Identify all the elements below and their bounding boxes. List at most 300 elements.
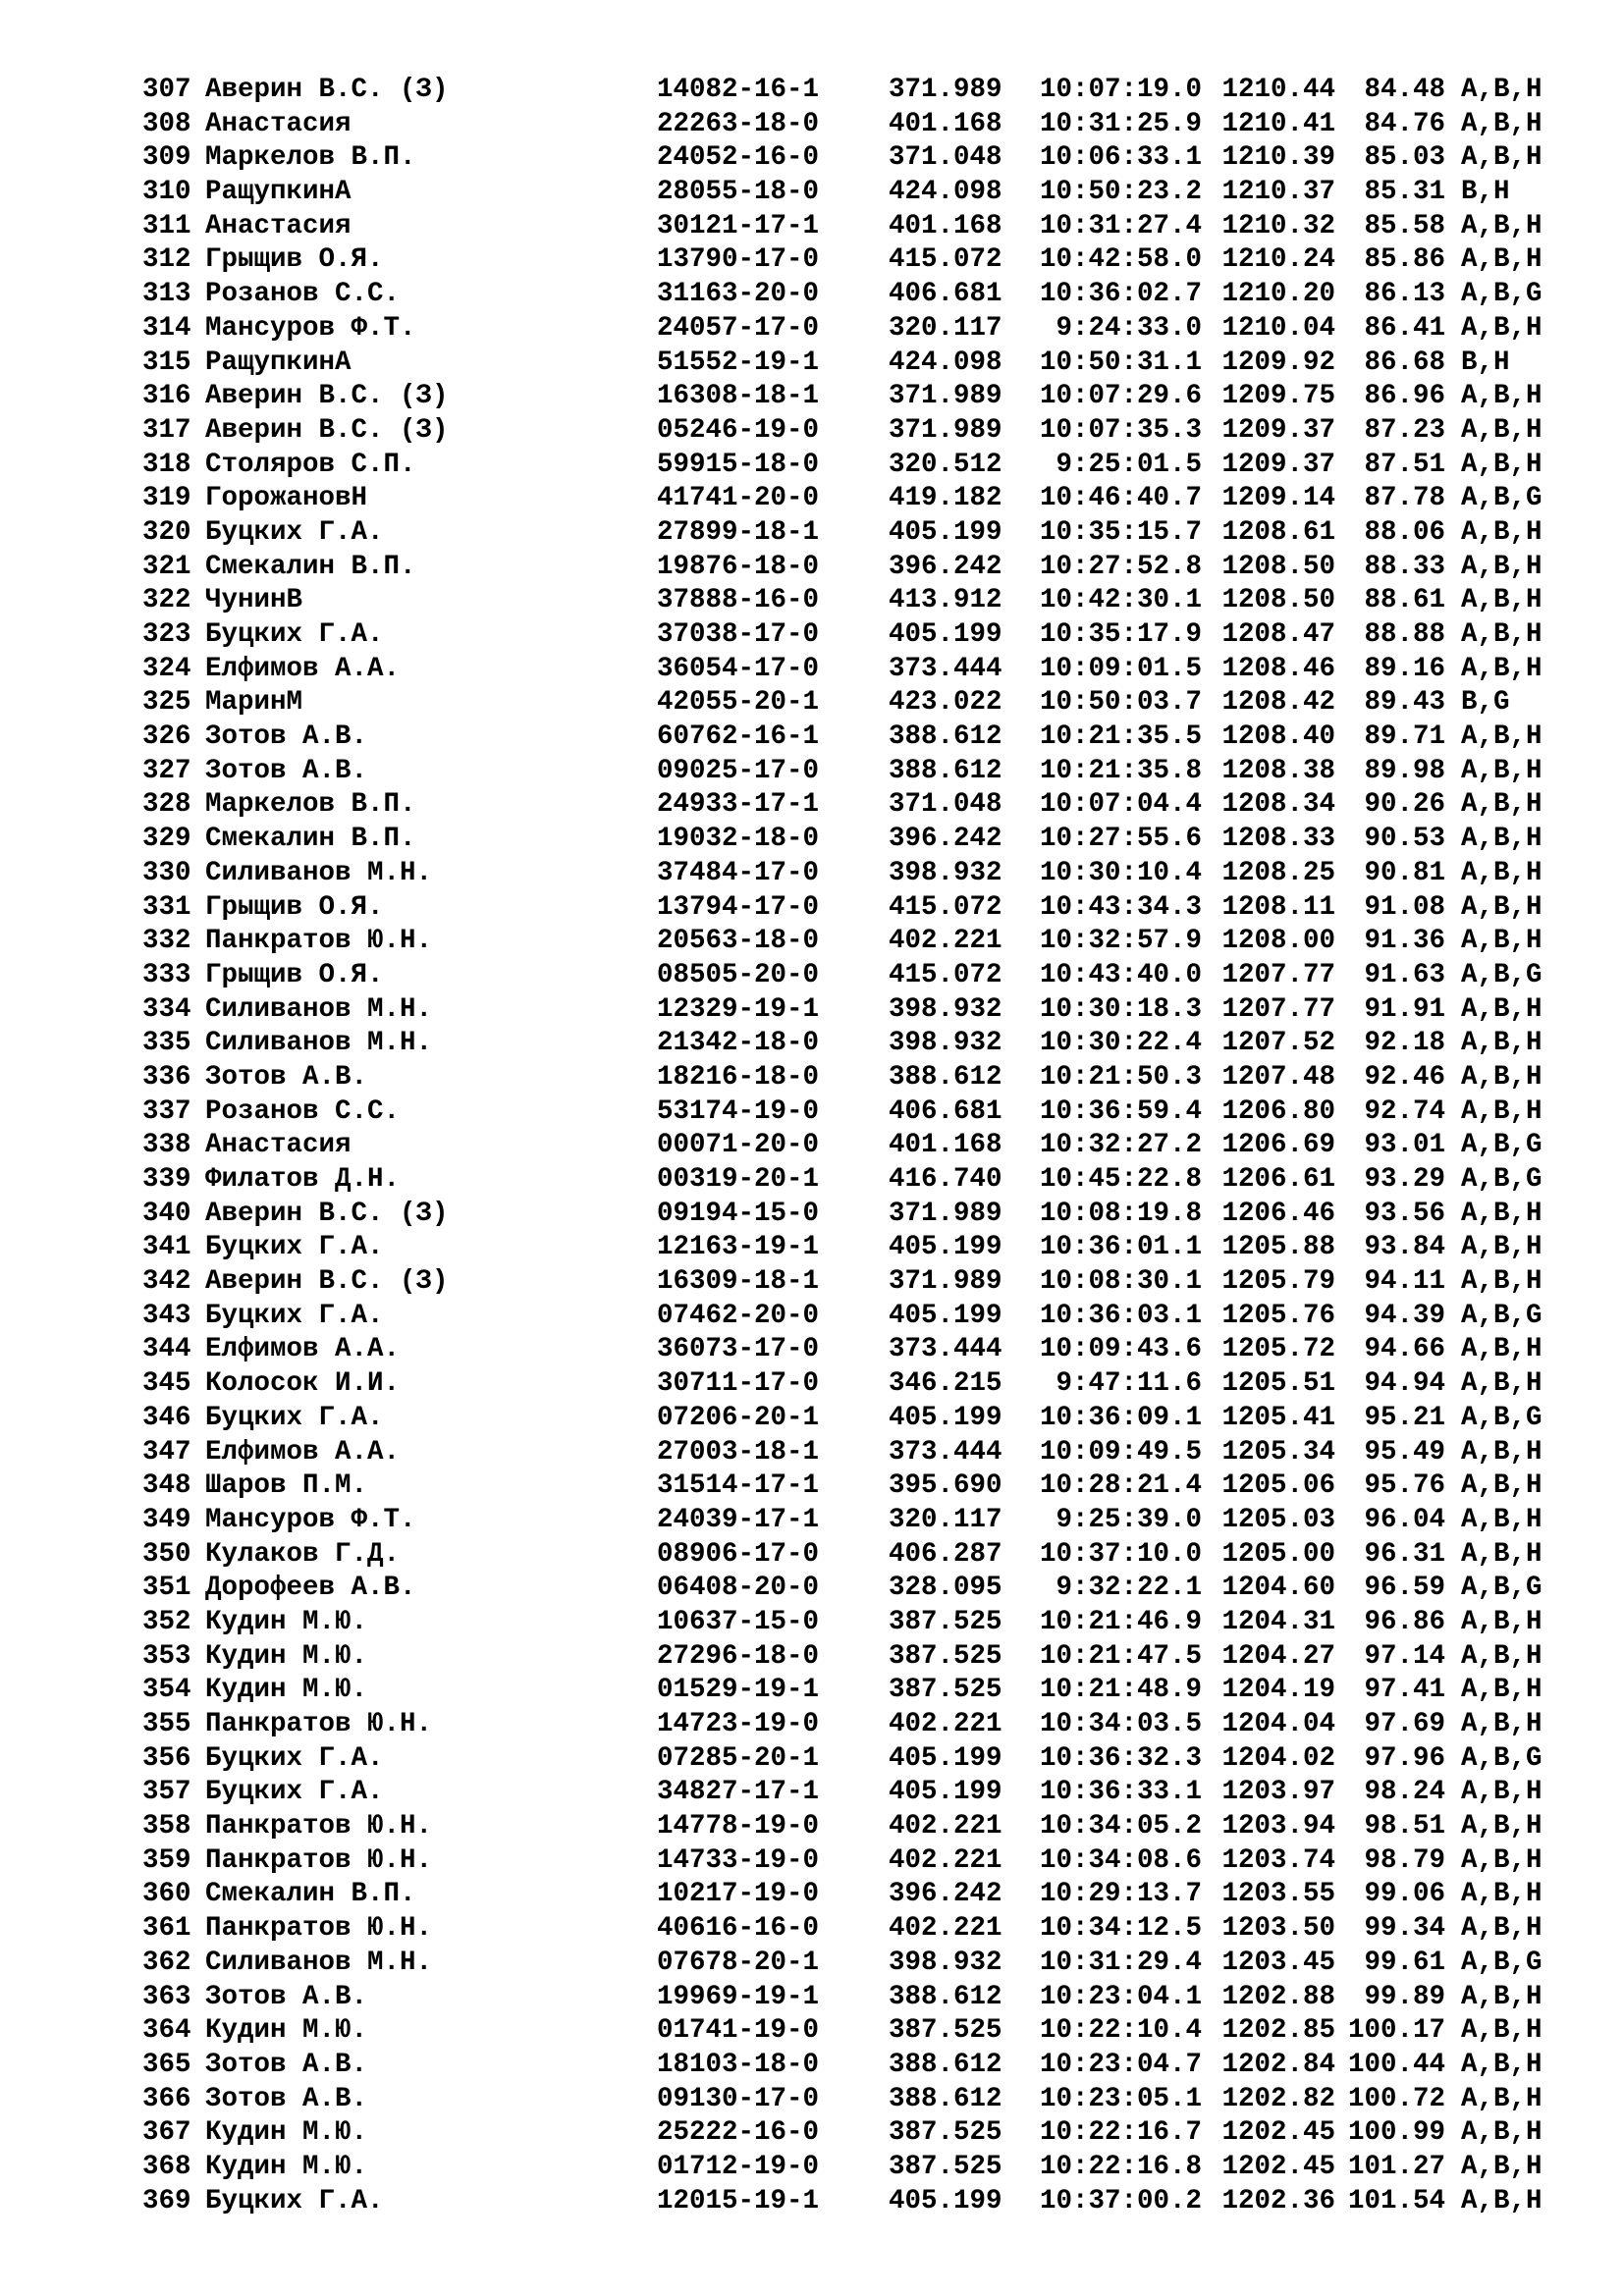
- cell-time: 10:35:17.9: [1039, 619, 1202, 650]
- cell-name: Кулаков Г.Д.: [205, 1538, 401, 1570]
- cell-name: Буцких Г.А.: [205, 1232, 384, 1263]
- cell-place: 357: [142, 1777, 191, 1808]
- table-row: [142, 1061, 1624, 1095]
- table-row: [142, 1878, 1624, 1912]
- cell-place: 313: [142, 279, 191, 310]
- cell-place: 317: [142, 414, 191, 446]
- cell-coef: 100.99: [1347, 2117, 1445, 2149]
- table-row: [142, 1981, 1624, 2015]
- cell-place: 348: [142, 1470, 191, 1502]
- cell-name: Кудин М.Ю.: [205, 1675, 368, 1706]
- cell-place: 359: [142, 1844, 191, 1876]
- cell-name: Зотов А.В.: [205, 1061, 368, 1093]
- cell-name: ЧунинВ: [205, 585, 303, 616]
- cell-name: Буцких Г.А.: [205, 516, 384, 548]
- cell-place: 355: [142, 1709, 191, 1739]
- cell-speed: 1202.85: [1221, 2015, 1335, 2047]
- cell-categories: A,B,H: [1461, 755, 1543, 786]
- cell-distance: 396.242: [889, 824, 1002, 855]
- cell-categories: A,B,G: [1461, 1300, 1543, 1331]
- cell-place: 312: [142, 244, 191, 276]
- cell-name: Буцких Г.А.: [205, 1777, 384, 1808]
- table-row: [142, 1947, 1624, 1981]
- cell-speed: 1208.42: [1221, 687, 1335, 719]
- cell-time: 10:21:50.3: [1039, 1061, 1202, 1093]
- cell-speed: 1208.25: [1221, 857, 1335, 888]
- cell-coef: 85.31: [1364, 177, 1445, 208]
- cell-distance: 373.444: [889, 653, 1002, 684]
- cell-name: Буцких Г.А.: [205, 1402, 384, 1433]
- cell-speed: 1208.38: [1221, 755, 1335, 786]
- cell-time: 10:36:01.1: [1039, 1232, 1202, 1263]
- cell-time: 10:22:10.4: [1039, 2015, 1202, 2047]
- cell-place: 350: [142, 1538, 191, 1570]
- cell-place: 308: [142, 108, 191, 139]
- cell-coef: 86.13: [1364, 279, 1445, 310]
- cell-ring: 08505-20-0: [657, 959, 820, 990]
- table-row: [142, 243, 1624, 278]
- cell-ring: 19969-19-1: [657, 1981, 820, 2012]
- cell-name: Грыщив О.Я.: [205, 244, 384, 276]
- cell-speed: 1203.45: [1221, 1947, 1335, 1978]
- cell-ring: 07462-20-0: [657, 1300, 820, 1331]
- cell-time: 10:09:43.6: [1039, 1334, 1202, 1365]
- cell-distance: 371.048: [889, 789, 1002, 821]
- cell-name: Силиванов М.Н.: [205, 1028, 433, 1059]
- cell-name: Кудин М.Ю.: [205, 2151, 368, 2182]
- cell-place: 367: [142, 2117, 191, 2149]
- cell-name: Зотов А.В.: [205, 1981, 368, 2012]
- cell-coef: 88.06: [1364, 516, 1445, 548]
- cell-speed: 1210.32: [1221, 210, 1335, 241]
- cell-coef: 100.72: [1347, 2083, 1445, 2114]
- cell-name: Буцких Г.А.: [205, 2185, 384, 2216]
- table-row: [142, 516, 1624, 551]
- table-row: [142, 414, 1624, 449]
- cell-place: 352: [142, 1606, 191, 1637]
- cell-speed: 1208.34: [1221, 789, 1335, 821]
- cell-distance: 416.740: [889, 1164, 1002, 1195]
- cell-distance: 424.098: [889, 347, 1002, 378]
- cell-coef: 91.08: [1364, 891, 1445, 923]
- cell-coef: 92.18: [1364, 1028, 1445, 1059]
- cell-place: 315: [142, 347, 191, 378]
- cell-categories: A,B,H: [1461, 824, 1543, 855]
- cell-time: 10:37:10.0: [1039, 1538, 1202, 1570]
- cell-categories: A,B,H: [1461, 210, 1543, 241]
- cell-speed: 1207.77: [1221, 959, 1335, 990]
- table-row: [142, 993, 1624, 1028]
- table-row: [142, 1129, 1624, 1163]
- cell-time: 10:21:46.9: [1039, 1606, 1202, 1637]
- cell-speed: 1210.44: [1221, 75, 1335, 105]
- cell-ring: 30711-17-0: [657, 1368, 820, 1400]
- table-row: [142, 1095, 1624, 1130]
- cell-coef: 98.51: [1364, 1811, 1445, 1842]
- cell-distance: 396.242: [889, 551, 1002, 582]
- cell-coef: 93.01: [1364, 1130, 1445, 1161]
- cell-coef: 101.27: [1347, 2151, 1445, 2182]
- cell-speed: 1204.02: [1221, 1742, 1335, 1774]
- cell-ring: 42055-20-1: [657, 687, 820, 719]
- cell-place: 326: [142, 721, 191, 753]
- cell-coef: 95.21: [1364, 1402, 1445, 1433]
- cell-speed: 1205.79: [1221, 1266, 1335, 1298]
- cell-time: 10:21:48.9: [1039, 1675, 1202, 1706]
- cell-place: 369: [142, 2185, 191, 2216]
- table-row: [142, 176, 1624, 210]
- table-row: [142, 141, 1624, 176]
- cell-categories: A,B,H: [1461, 449, 1543, 480]
- table-row: [142, 618, 1624, 653]
- table-row: [142, 721, 1624, 755]
- cell-place: 319: [142, 483, 191, 514]
- table-row: [142, 2185, 1624, 2219]
- cell-ring: 01529-19-1: [657, 1675, 820, 1706]
- cell-ring: 37484-17-0: [657, 857, 820, 888]
- cell-categories: A,B,H: [1461, 1981, 1543, 2012]
- cell-ring: 07285-20-1: [657, 1742, 820, 1774]
- cell-time: 10:09:01.5: [1039, 653, 1202, 684]
- cell-time: 10:43:34.3: [1039, 891, 1202, 923]
- cell-time: 10:29:13.7: [1039, 1879, 1202, 1910]
- cell-time: 10:07:19.0: [1039, 75, 1202, 105]
- cell-coef: 95.49: [1364, 1436, 1445, 1468]
- cell-name: Елфимов А.А.: [205, 1334, 401, 1365]
- cell-time: 10:42:58.0: [1039, 244, 1202, 276]
- cell-speed: 1205.34: [1221, 1436, 1335, 1468]
- cell-ring: 53174-19-0: [657, 1095, 820, 1127]
- cell-ring: 36054-17-0: [657, 653, 820, 684]
- cell-name: МаринМ: [205, 687, 303, 719]
- cell-speed: 1202.82: [1221, 2083, 1335, 2114]
- table-row: [142, 1333, 1624, 1367]
- cell-categories: A,B,H: [1461, 1198, 1543, 1229]
- table-row: [142, 1844, 1624, 1879]
- cell-distance: 423.022: [889, 687, 1002, 719]
- cell-place: 334: [142, 993, 191, 1025]
- cell-distance: 405.199: [889, 1232, 1002, 1263]
- cell-coef: 85.03: [1364, 142, 1445, 174]
- cell-time: 10:37:00.2: [1039, 2185, 1202, 2216]
- cell-coef: 89.71: [1364, 721, 1445, 753]
- cell-coef: 87.51: [1364, 449, 1445, 480]
- cell-name: Панкратов Ю.Н.: [205, 926, 433, 957]
- cell-distance: 405.199: [889, 1300, 1002, 1331]
- cell-time: 10:50:31.1: [1039, 347, 1202, 378]
- cell-ring: 12015-19-1: [657, 2185, 820, 2216]
- cell-coef: 88.33: [1364, 551, 1445, 582]
- cell-ring: 27296-18-0: [657, 1640, 820, 1672]
- cell-distance: 371.989: [889, 1198, 1002, 1229]
- cell-time: 9:32:22.1: [1056, 1573, 1202, 1604]
- cell-time: 10:34:05.2: [1039, 1811, 1202, 1842]
- cell-ring: 51552-19-1: [657, 347, 820, 378]
- cell-place: 342: [142, 1266, 191, 1298]
- cell-coef: 90.53: [1364, 824, 1445, 855]
- cell-distance: 415.072: [889, 959, 1002, 990]
- cell-ring: 14778-19-0: [657, 1811, 820, 1842]
- cell-distance: 387.525: [889, 1675, 1002, 1706]
- cell-name: Маркелов В.П.: [205, 142, 416, 174]
- cell-coef: 97.41: [1364, 1675, 1445, 1706]
- cell-ring: 10217-19-0: [657, 1879, 820, 1910]
- cell-categories: A,B,H: [1461, 2185, 1543, 2216]
- table-row: [142, 1538, 1624, 1573]
- cell-place: 341: [142, 1232, 191, 1263]
- cell-categories: A,B,H: [1461, 1913, 1543, 1945]
- cell-ring: 59915-18-0: [657, 449, 820, 480]
- table-row: [142, 1265, 1624, 1300]
- table-row: [142, 1742, 1624, 1777]
- cell-categories: A,B,H: [1461, 1811, 1543, 1842]
- cell-place: 333: [142, 959, 191, 990]
- cell-ring: 24039-17-1: [657, 1504, 820, 1535]
- cell-speed: 1206.61: [1221, 1164, 1335, 1195]
- cell-time: 10:35:15.7: [1039, 516, 1202, 548]
- cell-name: Буцких Г.А.: [205, 1742, 384, 1774]
- cell-name: Филатов Д.Н.: [205, 1164, 401, 1195]
- cell-coef: 90.26: [1364, 789, 1445, 821]
- cell-time: 10:30:18.3: [1039, 993, 1202, 1025]
- table-row: [142, 449, 1624, 483]
- cell-name: Аверин В.С. (З): [205, 1266, 449, 1298]
- cell-categories: A,B,H: [1461, 2117, 1543, 2149]
- cell-distance: 371.989: [889, 1266, 1002, 1298]
- cell-name: Силиванов М.Н.: [205, 857, 433, 888]
- cell-distance: 405.199: [889, 619, 1002, 650]
- cell-categories: A,B,G: [1461, 1947, 1543, 1978]
- cell-categories: A,B,H: [1461, 585, 1543, 616]
- table-row: [142, 1708, 1624, 1742]
- table-row: [142, 686, 1624, 721]
- cell-place: 349: [142, 1504, 191, 1535]
- cell-distance: 415.072: [889, 244, 1002, 276]
- cell-coef: 84.76: [1364, 108, 1445, 139]
- cell-name: Шаров П.М.: [205, 1470, 368, 1502]
- cell-time: 10:36:32.3: [1039, 1742, 1202, 1774]
- table-row: [142, 1300, 1624, 1334]
- cell-categories: A,B,H: [1461, 1028, 1543, 1059]
- cell-place: 332: [142, 926, 191, 957]
- table-row: [142, 788, 1624, 823]
- cell-time: 10:07:35.3: [1039, 414, 1202, 446]
- cell-distance: 415.072: [889, 891, 1002, 923]
- cell-distance: 387.525: [889, 2015, 1002, 2047]
- cell-time: 10:45:22.8: [1039, 1164, 1202, 1195]
- cell-speed: 1209.37: [1221, 414, 1335, 446]
- cell-speed: 1210.04: [1221, 312, 1335, 344]
- cell-name: Панкратов Ю.Н.: [205, 1811, 433, 1842]
- cell-ring: 06408-20-0: [657, 1573, 820, 1604]
- cell-coef: 100.17: [1347, 2015, 1445, 2047]
- cell-ring: 21342-18-0: [657, 1028, 820, 1059]
- cell-distance: 388.612: [889, 1981, 1002, 2012]
- cell-distance: 388.612: [889, 2049, 1002, 2080]
- cell-ring: 10637-15-0: [657, 1606, 820, 1637]
- cell-distance: 398.932: [889, 857, 1002, 888]
- cell-speed: 1209.37: [1221, 449, 1335, 480]
- table-row: [142, 1163, 1624, 1198]
- cell-place: 344: [142, 1334, 191, 1365]
- table-row: [142, 2116, 1624, 2151]
- table-row: [142, 1231, 1624, 1265]
- cell-place: 316: [142, 381, 191, 412]
- cell-time: 10:28:21.4: [1039, 1470, 1202, 1502]
- cell-ring: 00071-20-0: [657, 1130, 820, 1161]
- cell-name: Грыщив О.Я.: [205, 891, 384, 923]
- cell-distance: 401.168: [889, 210, 1002, 241]
- cell-distance: 395.690: [889, 1470, 1002, 1502]
- cell-name: Смекалин В.П.: [205, 1879, 416, 1910]
- cell-time: 10:36:02.7: [1039, 279, 1202, 310]
- cell-time: 10:34:03.5: [1039, 1709, 1202, 1739]
- cell-name: Зотов А.В.: [205, 2083, 368, 2114]
- cell-speed: 1210.39: [1221, 142, 1335, 174]
- cell-place: 307: [142, 75, 191, 105]
- cell-categories: A,B,H: [1461, 653, 1543, 684]
- cell-ring: 01712-19-0: [657, 2151, 820, 2182]
- table-row: [142, 210, 1624, 244]
- cell-place: 358: [142, 1811, 191, 1842]
- cell-speed: 1208.00: [1221, 926, 1335, 957]
- cell-time: 10:34:08.6: [1039, 1844, 1202, 1876]
- cell-categories: A,B,H: [1461, 1606, 1543, 1637]
- cell-speed: 1205.51: [1221, 1368, 1335, 1400]
- cell-speed: 1205.88: [1221, 1232, 1335, 1263]
- cell-name: Анастасия: [205, 1130, 352, 1161]
- table-row: [142, 1776, 1624, 1810]
- cell-speed: 1208.50: [1221, 551, 1335, 582]
- table-row: [142, 1402, 1624, 1436]
- cell-name: Дорофеев А.В.: [205, 1573, 416, 1604]
- cell-place: 363: [142, 1981, 191, 2012]
- cell-speed: 1205.72: [1221, 1334, 1335, 1365]
- cell-ring: 19032-18-0: [657, 824, 820, 855]
- cell-ring: 07206-20-1: [657, 1402, 820, 1433]
- table-row: [142, 857, 1624, 891]
- table-row: [142, 653, 1624, 687]
- cell-coef: 89.43: [1364, 687, 1445, 719]
- table-row: [142, 959, 1624, 993]
- cell-categories: A,B,H: [1461, 1232, 1543, 1263]
- cell-coef: 99.89: [1364, 1981, 1445, 2012]
- cell-categories: A,B,G: [1461, 1402, 1543, 1433]
- cell-coef: 97.69: [1364, 1709, 1445, 1739]
- cell-coef: 90.81: [1364, 857, 1445, 888]
- cell-speed: 1202.84: [1221, 2049, 1335, 2080]
- cell-coef: 95.76: [1364, 1470, 1445, 1502]
- cell-time: 10:36:33.1: [1039, 1777, 1202, 1808]
- cell-categories: A,B,H: [1461, 1061, 1543, 1093]
- cell-name: Елфимов А.А.: [205, 653, 401, 684]
- cell-speed: 1210.37: [1221, 177, 1335, 208]
- cell-distance: 388.612: [889, 1061, 1002, 1093]
- cell-ring: 09025-17-0: [657, 755, 820, 786]
- cell-distance: 405.199: [889, 1402, 1002, 1433]
- cell-speed: 1205.00: [1221, 1538, 1335, 1570]
- cell-ring: 20563-18-0: [657, 926, 820, 957]
- cell-place: 311: [142, 210, 191, 241]
- cell-name: Панкратов Ю.Н.: [205, 1913, 433, 1945]
- cell-speed: 1202.36: [1221, 2185, 1335, 2216]
- cell-coef: 87.23: [1364, 414, 1445, 446]
- cell-categories: B,H: [1461, 347, 1510, 378]
- cell-place: 345: [142, 1368, 191, 1400]
- cell-distance: 371.989: [889, 381, 1002, 412]
- cell-speed: 1203.50: [1221, 1913, 1335, 1945]
- cell-coef: 99.06: [1364, 1879, 1445, 1910]
- cell-place: 321: [142, 551, 191, 582]
- cell-ring: 01741-19-0: [657, 2015, 820, 2047]
- cell-distance: 371.989: [889, 75, 1002, 105]
- cell-distance: 328.095: [889, 1573, 1002, 1604]
- cell-coef: 94.11: [1364, 1266, 1445, 1298]
- cell-categories: A,B,H: [1461, 721, 1543, 753]
- cell-speed: 1210.41: [1221, 108, 1335, 139]
- cell-place: 354: [142, 1675, 191, 1706]
- cell-coef: 97.96: [1364, 1742, 1445, 1774]
- cell-name: Силиванов М.Н.: [205, 1947, 433, 1978]
- cell-time: 10:42:30.1: [1039, 585, 1202, 616]
- table-row: [142, 551, 1624, 585]
- cell-distance: 402.221: [889, 926, 1002, 957]
- cell-time: 9:24:33.0: [1056, 312, 1202, 344]
- cell-coef: 96.31: [1364, 1538, 1445, 1570]
- cell-ring: 16308-18-1: [657, 381, 820, 412]
- cell-distance: 419.182: [889, 483, 1002, 514]
- cell-distance: 402.221: [889, 1811, 1002, 1842]
- cell-coef: 92.74: [1364, 1095, 1445, 1127]
- cell-categories: A,B,H: [1461, 1095, 1543, 1127]
- table-row: [142, 755, 1624, 789]
- cell-ring: 27003-18-1: [657, 1436, 820, 1468]
- cell-name: Зотов А.В.: [205, 721, 368, 753]
- table-row: [142, 1572, 1624, 1606]
- table-row: [142, 482, 1624, 516]
- cell-speed: 1205.76: [1221, 1300, 1335, 1331]
- cell-place: 323: [142, 619, 191, 650]
- cell-categories: A,B,G: [1461, 1742, 1543, 1774]
- cell-ring: 41741-20-0: [657, 483, 820, 514]
- cell-categories: A,B,H: [1461, 551, 1543, 582]
- cell-categories: A,B,G: [1461, 1164, 1543, 1195]
- cell-categories: A,B,H: [1461, 789, 1543, 821]
- cell-time: 10:36:09.1: [1039, 1402, 1202, 1433]
- cell-speed: 1208.50: [1221, 585, 1335, 616]
- cell-coef: 98.24: [1364, 1777, 1445, 1808]
- cell-coef: 93.29: [1364, 1164, 1445, 1195]
- cell-distance: 387.525: [889, 1606, 1002, 1637]
- table-row: [142, 925, 1624, 959]
- table-row: [142, 1436, 1624, 1470]
- cell-ring: 13794-17-0: [657, 891, 820, 923]
- cell-distance: 387.525: [889, 1640, 1002, 1672]
- cell-time: 10:23:05.1: [1039, 2083, 1202, 2114]
- cell-place: 365: [142, 2049, 191, 2080]
- cell-place: 361: [142, 1913, 191, 1945]
- table-row: [142, 1504, 1624, 1538]
- cell-time: 10:31:25.9: [1039, 108, 1202, 139]
- cell-name: Кудин М.Ю.: [205, 2117, 368, 2149]
- cell-coef: 85.86: [1364, 244, 1445, 276]
- cell-time: 10:21:47.5: [1039, 1640, 1202, 1672]
- cell-name: Грыщив О.Я.: [205, 959, 384, 990]
- cell-speed: 1207.48: [1221, 1061, 1335, 1093]
- cell-speed: 1207.77: [1221, 993, 1335, 1025]
- cell-distance: 402.221: [889, 1913, 1002, 1945]
- cell-coef: 86.41: [1364, 312, 1445, 344]
